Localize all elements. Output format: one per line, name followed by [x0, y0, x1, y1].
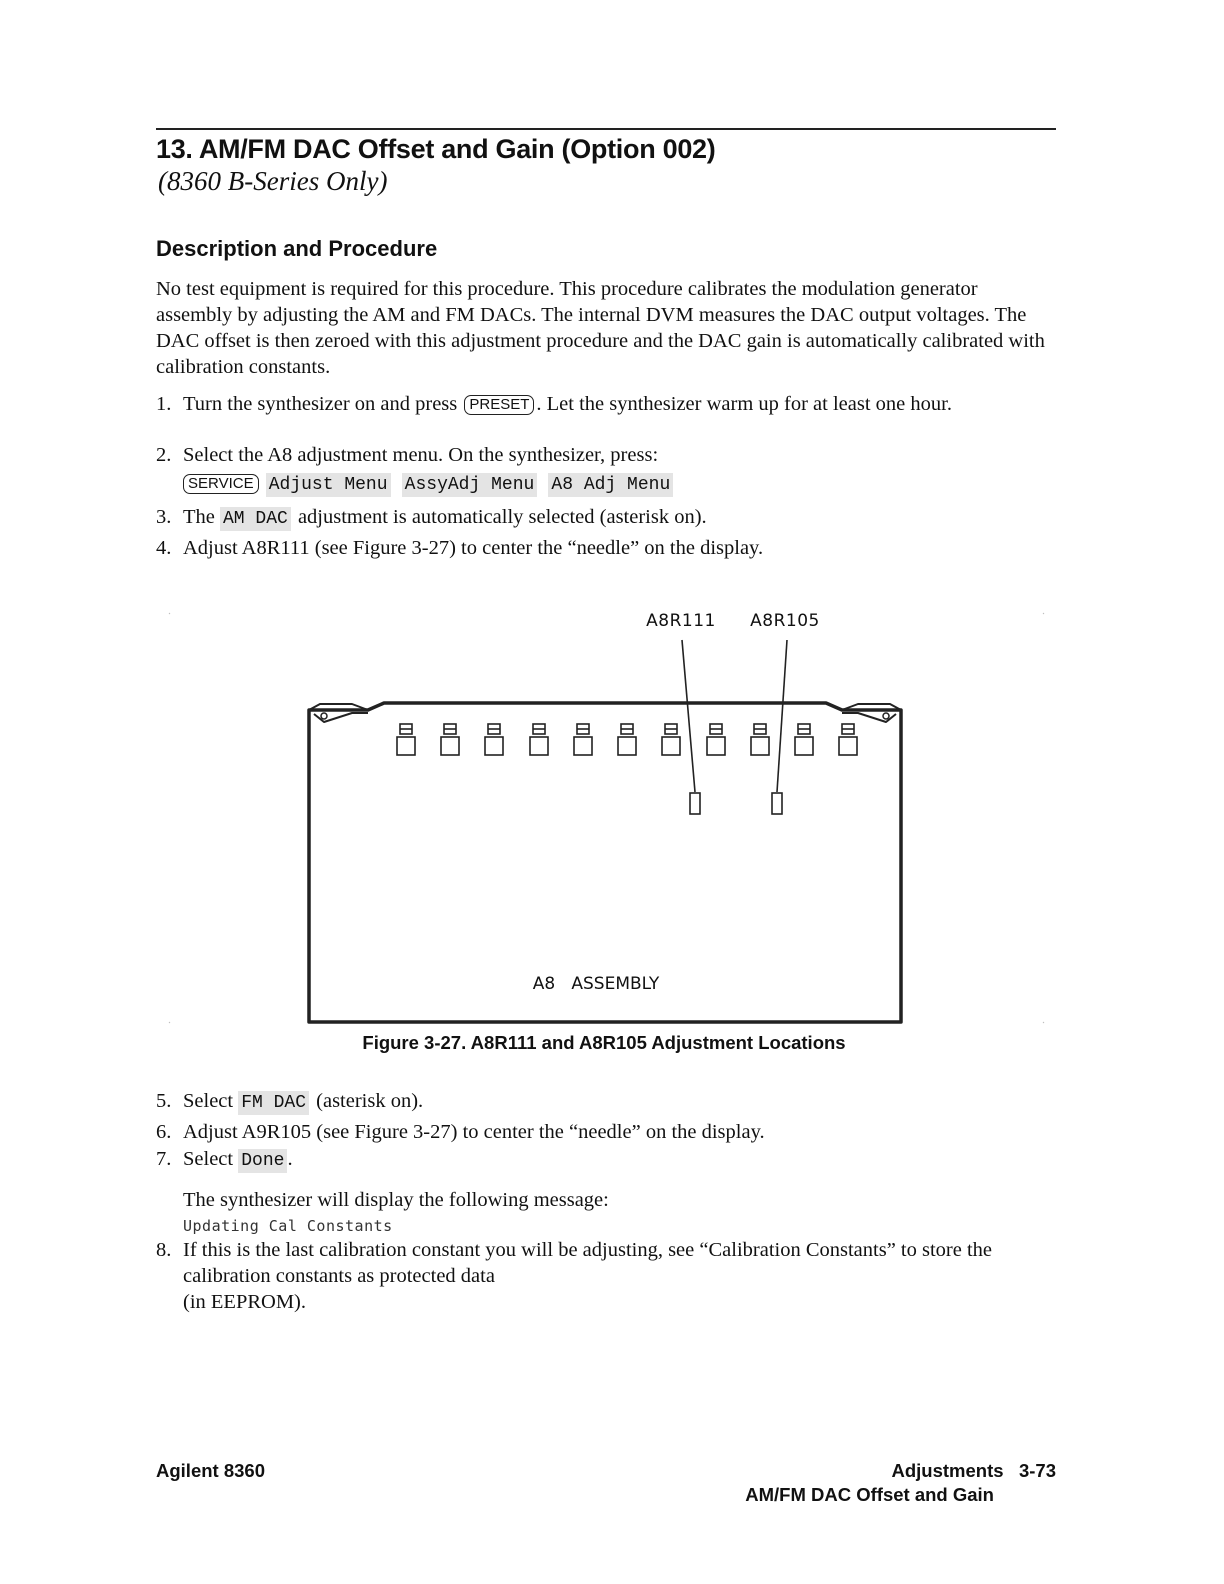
step-number: 7.	[156, 1148, 172, 1170]
step-number: 3.	[156, 506, 172, 528]
display-message: Updating Cal Constants	[183, 1217, 393, 1235]
leader-lines	[682, 640, 787, 792]
step-note: The synthesizer will display the following message:	[183, 1189, 609, 1211]
section-heading: Description and Procedure	[156, 236, 438, 261]
top-rule	[156, 128, 1056, 130]
label-assembly: A8 ASSEMBLY	[532, 974, 660, 994]
softkey-am-dac: AM DAC	[220, 507, 291, 531]
step-text: Select	[183, 1090, 234, 1112]
a8r105-potentiometer	[772, 793, 782, 814]
step-text: adjustment is automatically selected (asterisk on).	[297, 506, 707, 528]
preset-key: PRESET	[464, 395, 534, 415]
step-number: 2.	[156, 444, 172, 466]
softkey-done: Done	[238, 1149, 287, 1173]
step-text: . Let the synthesizer warm up for at least one hour.	[536, 393, 952, 415]
softkey-fm-dac: FM DAC	[238, 1091, 309, 1115]
step-text: Select the A8 adjustment menu. On the synthesizer, press:	[183, 444, 659, 466]
step-text: Adjust A9R105 (see Figure 3-27) to center the “needle” on the display.	[183, 1121, 765, 1143]
page-title: 13. AM/FM DAC Offset and Gain (Option 002)	[156, 134, 716, 164]
step-number: 6.	[156, 1121, 172, 1143]
intro-paragraph: No test equipment is required for this procedure. This procedure calibrates the modulation generator assembly by adjusting the AM and FM DACs. The internal DVM measures the DAC output voltages. The DAC offset is then zeroed with this adjustment procedure and the DAC gain is automatically calibrated with calibration constants.	[156, 278, 1045, 378]
label-a8r111: A8R111	[646, 611, 716, 631]
softkey-adjust-menu: Adjust Menu	[266, 473, 391, 497]
board-diagram	[156, 600, 1056, 1030]
step-text: Adjust A8R111 (see Figure 3-27) to center the “needle” on the display.	[183, 537, 764, 559]
step-number: 8.	[156, 1239, 172, 1261]
step-text: The	[183, 506, 215, 528]
footer-section: AM/FM DAC Offset and Gain	[745, 1484, 994, 1505]
a8-assembly-drawing	[156, 600, 1056, 1030]
footer-left: Agilent 8360	[156, 1460, 265, 1481]
step-text: (asterisk on).	[316, 1090, 424, 1112]
test-point-row	[397, 724, 857, 755]
crop-marks	[169, 613, 1044, 1023]
softkey-a8-adj-menu: A8 Adj Menu	[548, 473, 673, 497]
softkey-assyadj-menu: AssyAdj Menu	[402, 473, 538, 497]
step-number: 5.	[156, 1090, 172, 1112]
step-text: If this is the last calibration constant you will be adjusting, see “Calibration Constants” to store the calibration constants as protected data	[183, 1239, 993, 1287]
page-subtitle: (8360 B-Series Only)	[158, 166, 388, 196]
step-text: (in EEPROM).	[183, 1291, 306, 1313]
figure-caption	[0, 1032, 1224, 1054]
service-key: SERVICE	[183, 474, 259, 494]
label-a8r105: A8R105	[750, 611, 820, 631]
step-text: Turn the synthesizer on and press	[183, 393, 458, 415]
step-text: Select	[183, 1148, 234, 1170]
step-text: .	[287, 1148, 293, 1170]
figure-caption-text: Figure 3-27. A8R111 and A8R105 Adjustment Locations	[362, 1032, 846, 1053]
step-number: 4.	[156, 537, 172, 559]
a8r111-potentiometer	[690, 793, 700, 814]
step-number: 1.	[156, 393, 172, 415]
footer-right: Adjustments 3-73	[891, 1460, 1056, 1481]
